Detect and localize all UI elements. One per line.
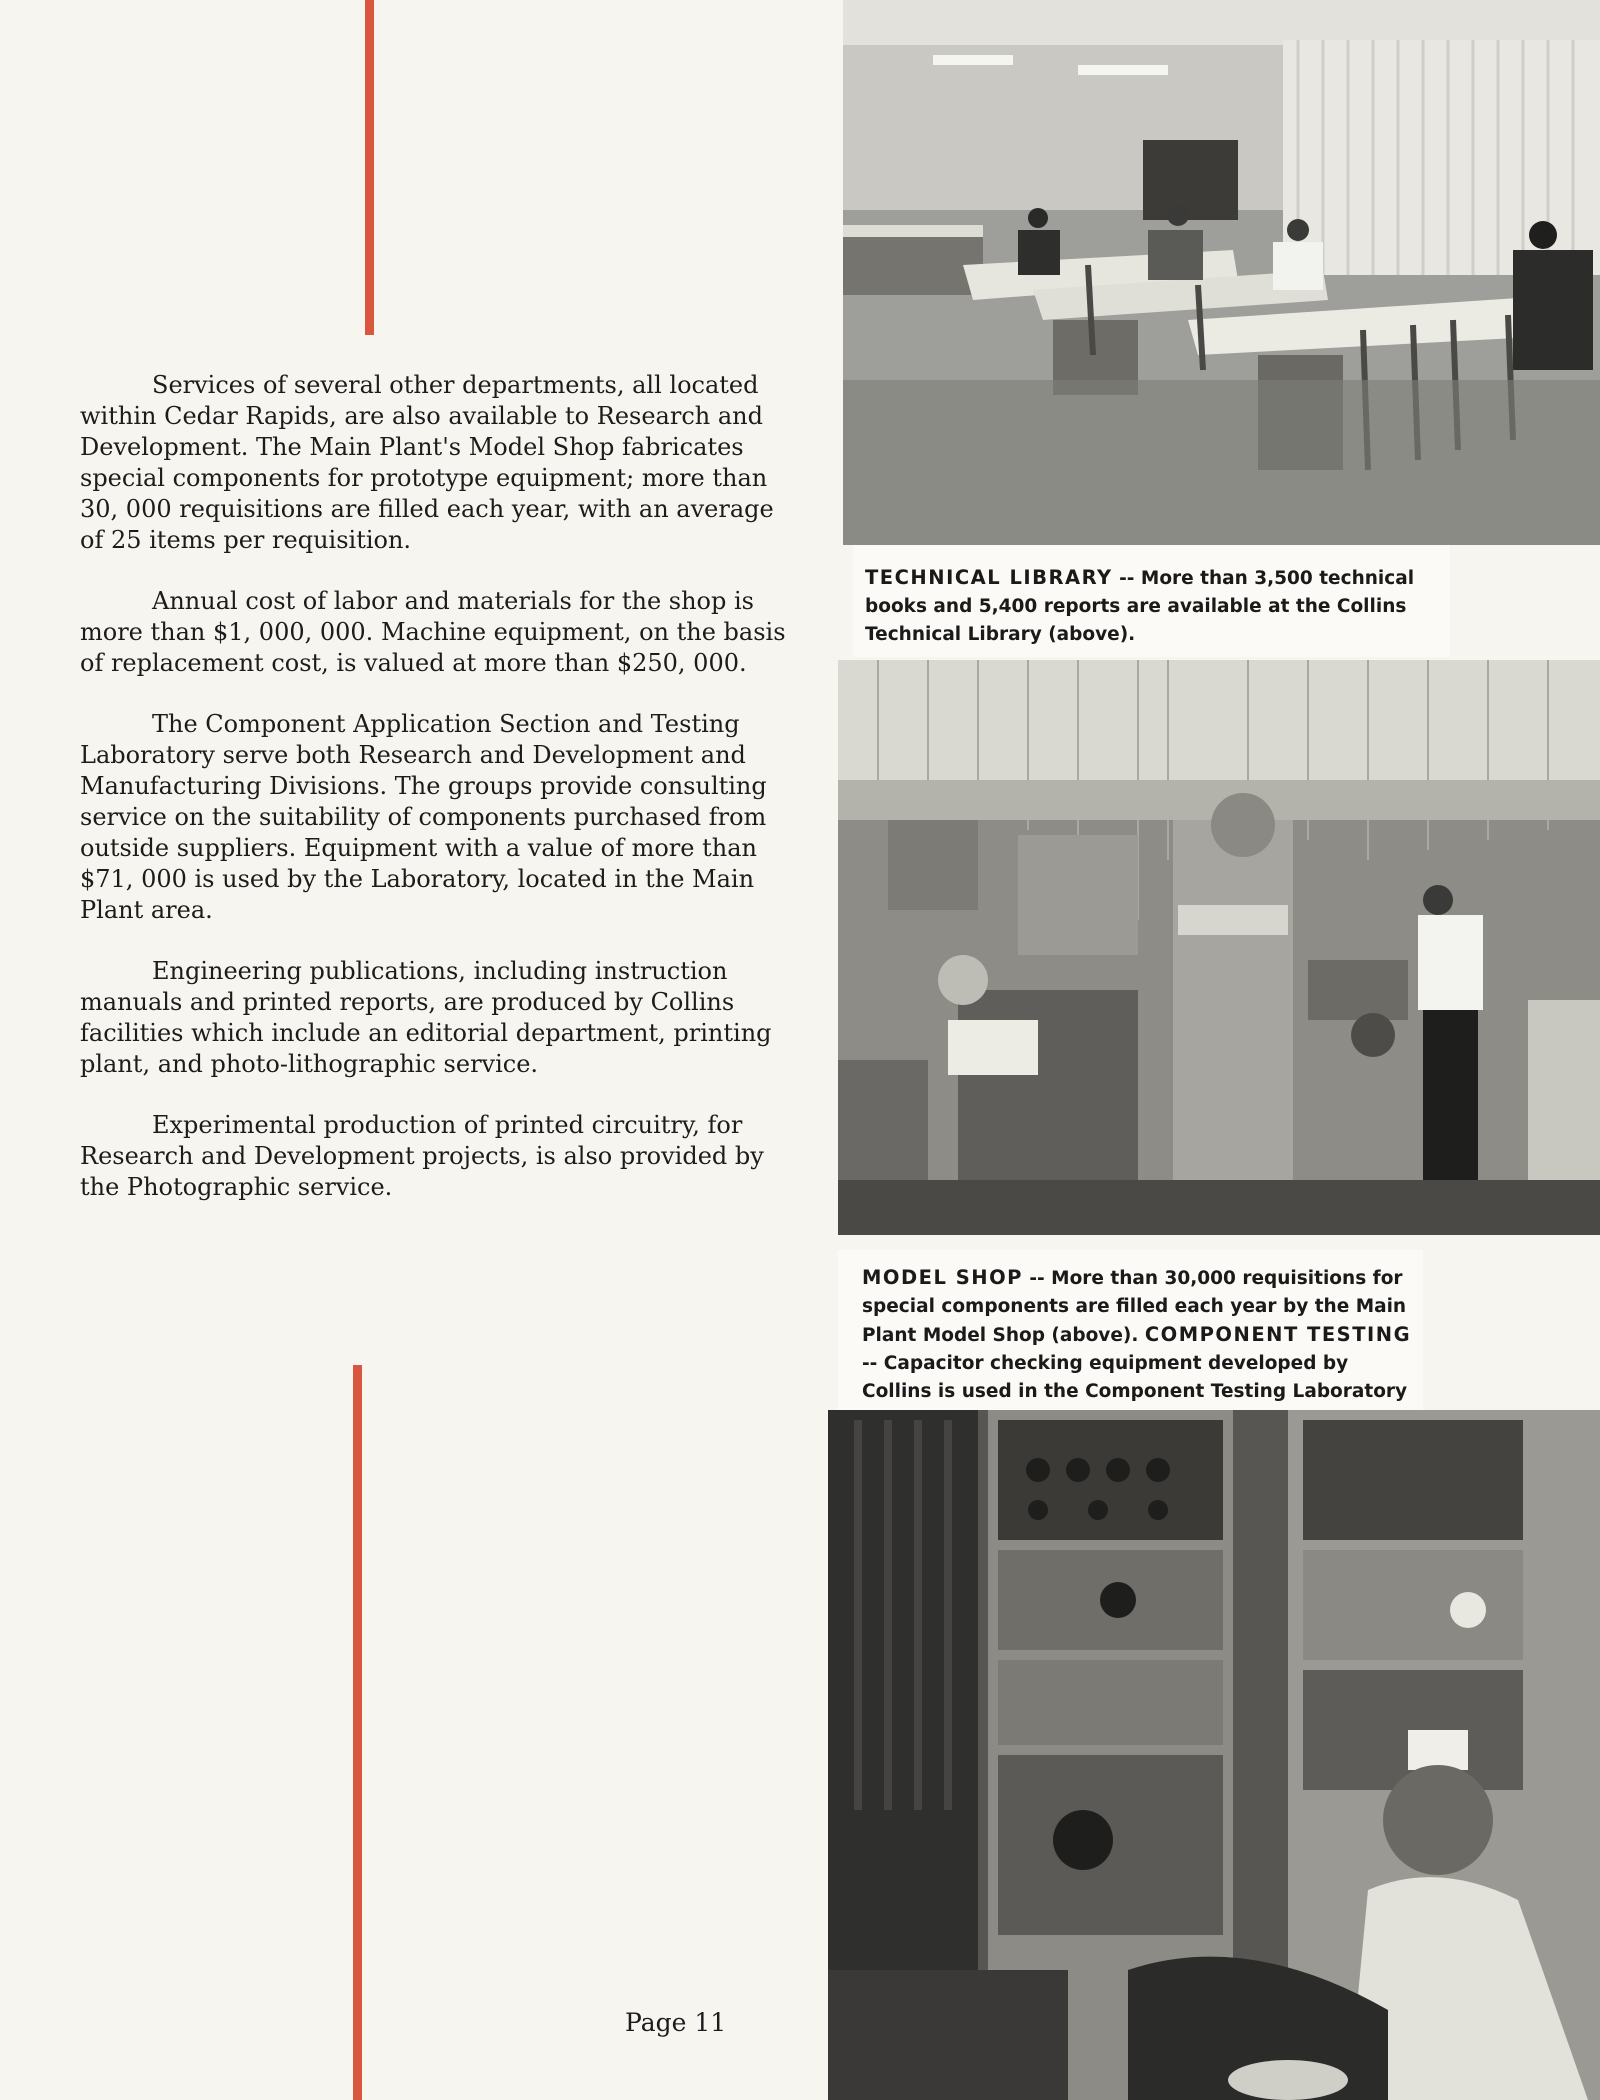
model-shop-caption (838, 1250, 1423, 1416)
technical-library-caption (853, 545, 1450, 657)
caption-heading: MODEL SHOP (862, 1266, 1023, 1289)
page-number: Page 11 (625, 2008, 727, 2037)
paragraph-annual-cost: Annual cost of labor and materials for the shop is more than $1, 000, 000. Machine equipment, on the basis of replacement cost, is valued at more than $250, 000. (80, 587, 786, 677)
red-rule-top (365, 0, 374, 335)
body-text (80, 370, 800, 1233)
technical-library-photo (843, 0, 1600, 545)
caption-text: -- More than 30,000 requisitions for special components are filled each year by the Main Plant Model Shop (above). (862, 1268, 1407, 1346)
component-testing-photo (828, 1410, 1600, 2100)
caption-text-component-testing: -- Capacitor checking equipment developed by Collins is used in the Component Testing Laboratory (862, 1353, 1408, 1402)
red-rule-bottom (353, 1365, 362, 2100)
caption-heading: TECHNICAL LIBRARY (865, 566, 1113, 589)
paragraph-printed-circuitry: Experimental production of printed circuitry, for Research and Development projects, is also provided by the Photographic service. (80, 1111, 764, 1201)
model-shop-photo (838, 660, 1600, 1235)
paragraph-services: Services of several other departments, all located within Cedar Rapids, are also available to Research and Development. The Main Plant's Model Shop fabricates special components for prototype equipment; more than 30, 000 requisitions are filled each year, with an average of 25 items per requisition. (80, 371, 774, 554)
paragraph-component-application: The Component Application Section and Testing Laboratory serve both Research and Development and Manufacturing Divisions. The groups provide consulting service on the suitability of components purchased from outside suppliers. Equipment with a value of more than $71, 000 is used by the Laboratory, located in the Main Plant area. (80, 710, 767, 924)
paragraph-engineering-publications: Engineering publications, including instruction manuals and printed reports, are produced by Collins facilities which include an editorial department, printing plant, and photo-lithographic service. (80, 957, 772, 1078)
caption-heading-component-testing: COMPONENT TESTING (1144, 1323, 1412, 1346)
caption-text: -- More than 3,500 technical books and 5,400 reports are available at the Collins Technical Library (above). (865, 568, 1415, 645)
